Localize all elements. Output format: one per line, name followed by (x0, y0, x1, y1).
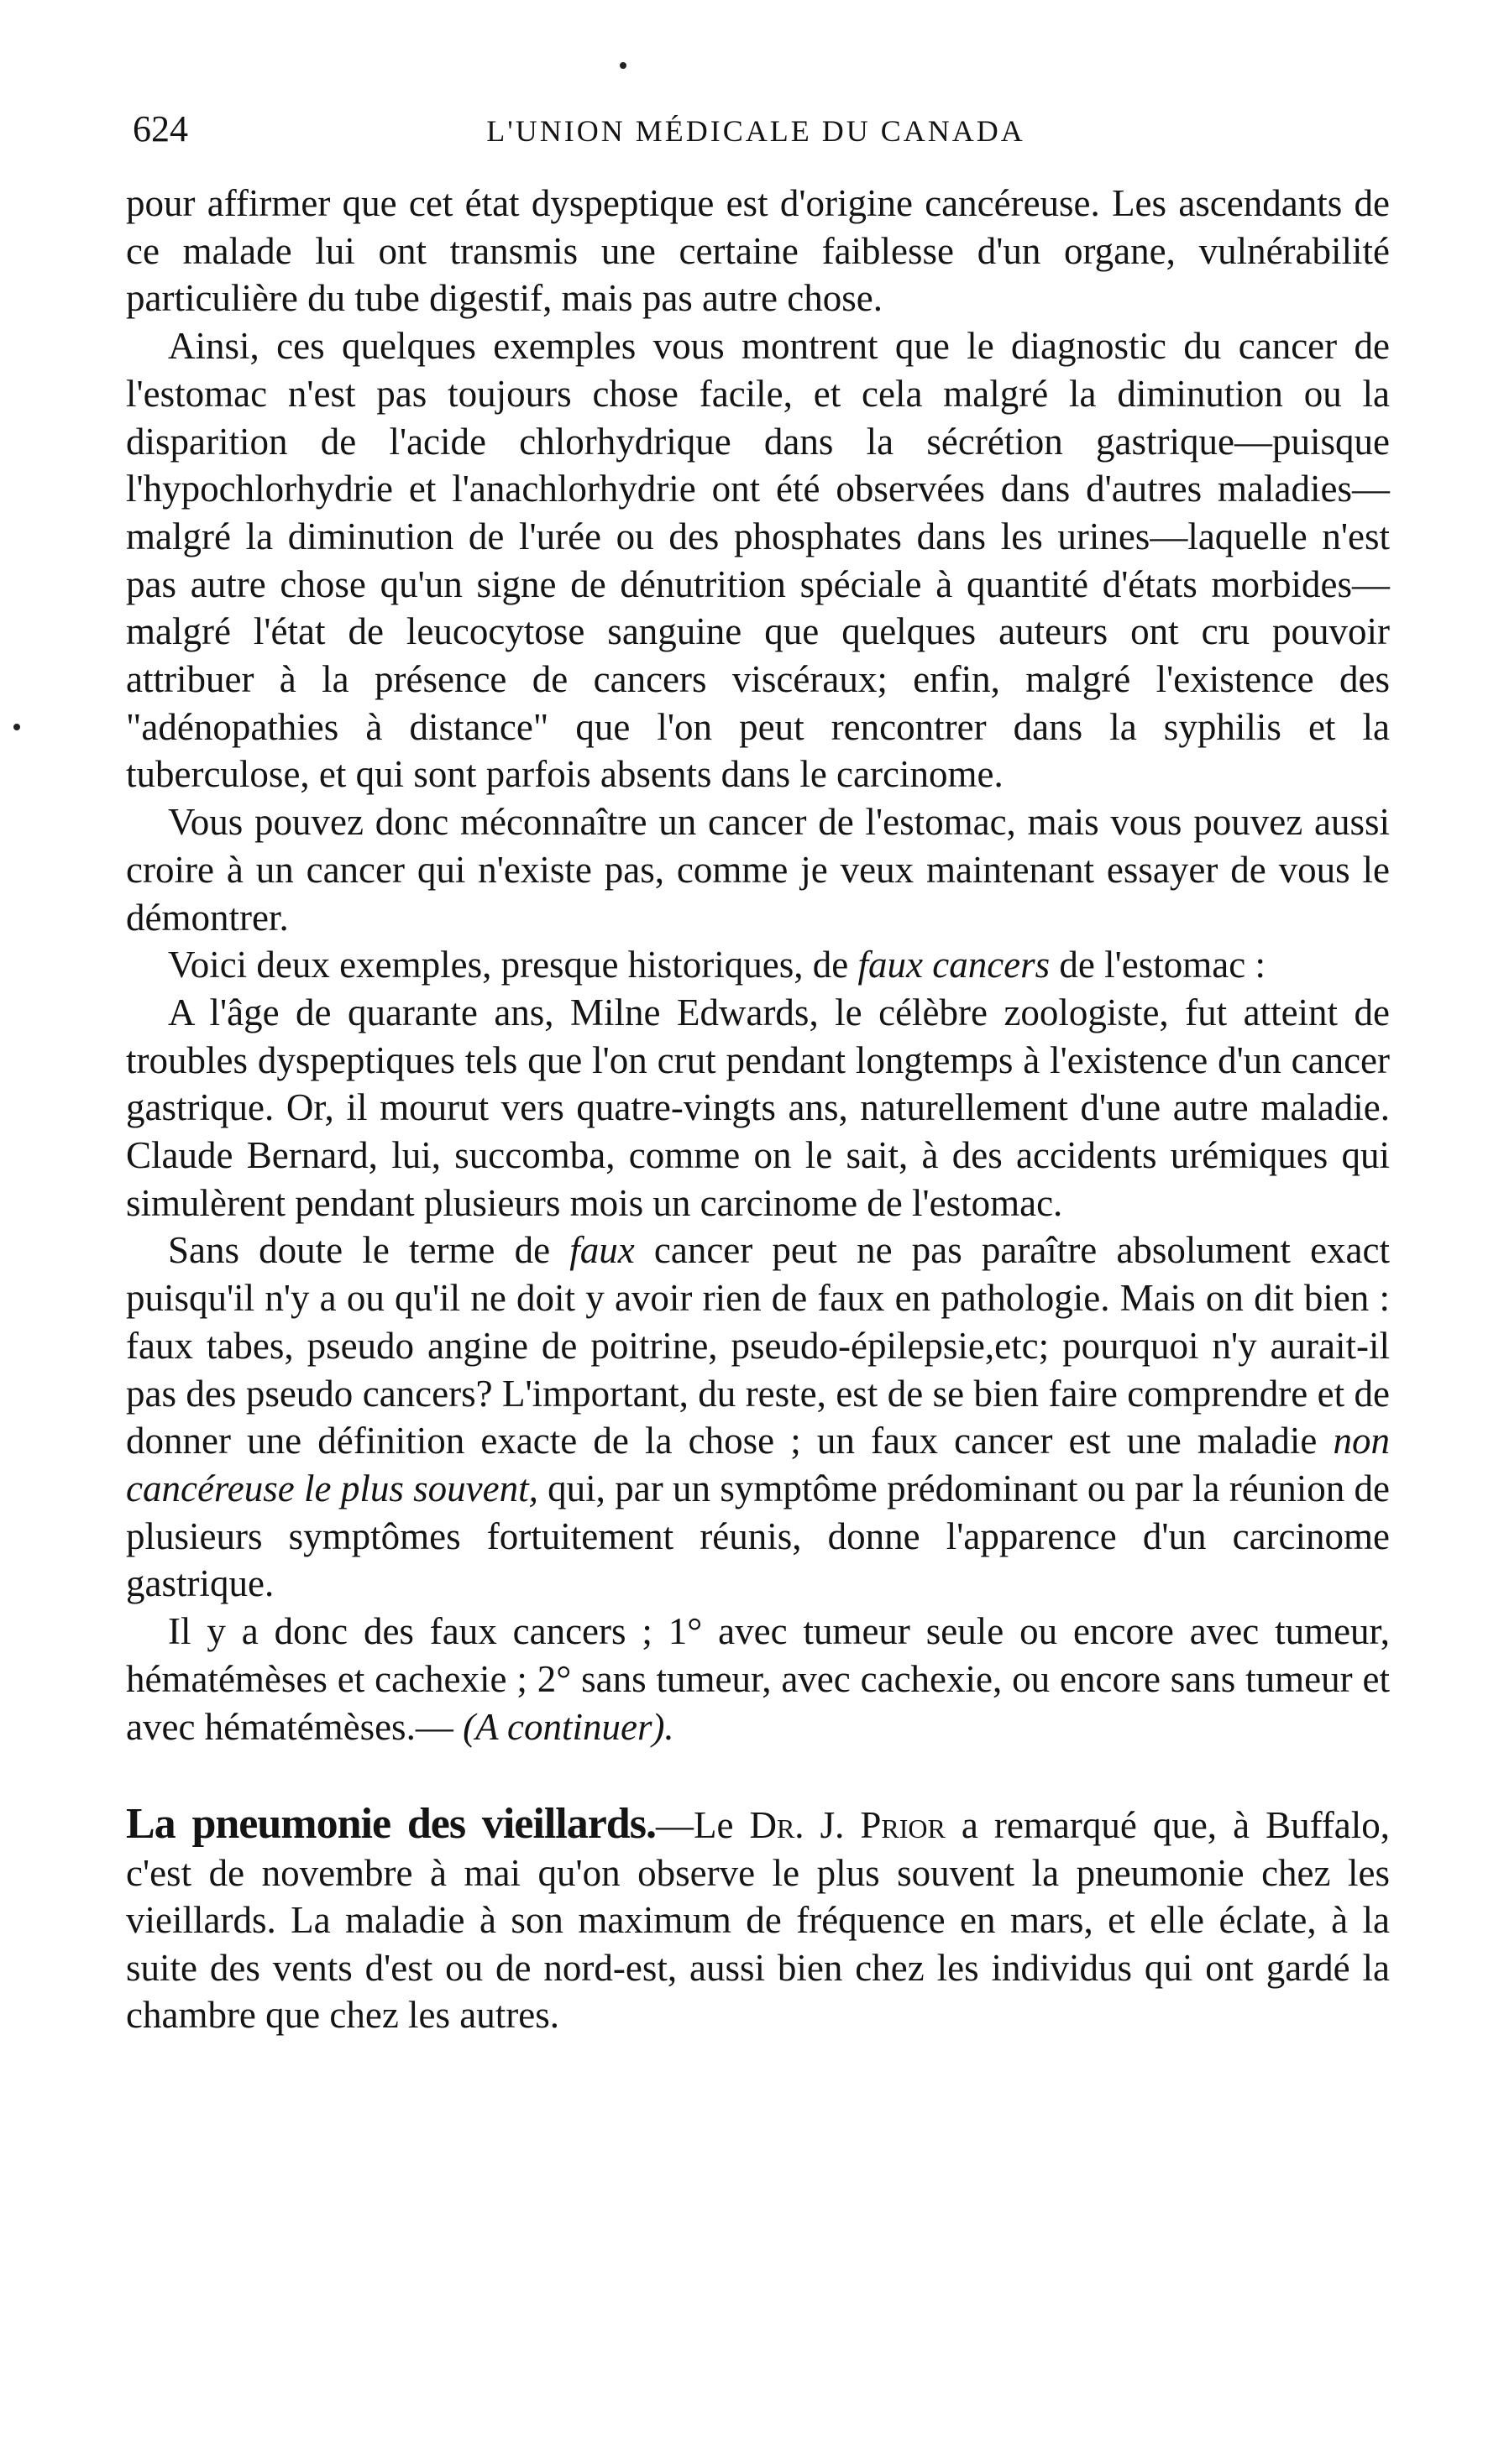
paragraph: A l'âge de quarante ans, Milne Edwards, le célèbre zoologiste, fut atteint de troubles dyspeptiques tels que l'on crut pendant longtemps à l'existence d'un cancer gastrique. Or, il mourut vers quatre-vingts ans, naturellement d'une autre maladie. Claude Bernard, lui, succomba, comme on le sait, à des accidents urémiques qui simulèrent pendant plusieurs mois un carcinome de l'estomac. (126, 991, 1390, 1224)
page-header (126, 104, 1386, 154)
paragraph-text: Sans doute le terme de (168, 1229, 570, 1272)
paragraph: pour affirmer que cet état dyspeptique est d'origine cancéreuse. Les ascendants de ce malade lui ont transmis une certaine faiblesse d'un organe, vulnérabilité particulière du tube digestif, mais pas autre chose. (126, 182, 1390, 320)
emphasis: non cancéreuse le plus souvent, (126, 1420, 1390, 1509)
emphasis: faux (569, 1229, 635, 1272)
paragraph-text: Voici deux exemples, presque historiques, de (168, 944, 858, 986)
paragraph (126, 941, 1390, 989)
news-note (126, 1801, 1390, 2039)
note-author: Dr. J. Prior (749, 1804, 946, 1847)
note-text: a remarqué que, à Buffalo, c'est de novembre à mai qu'on observe le plus souvent la pneumonie chez les vieillards. La maladie à son maximum de fréquence en mars, et elle éclate, à la suite des vents d'est ou de nord-est, aussi bien chez les individus qui ont gardé la chambre que chez les autres. (126, 1804, 1390, 2037)
paragraph: Vous pouvez donc méconnaître un cancer de l'estomac, mais vous pouvez aussi croire à un cancer qui n'existe pas, comme je veux maintenant essayer de vous le démontrer. (126, 801, 1390, 939)
paragraph-text: Il y a donc des faux cancers ; 1° avec tumeur seule ou encore avec tumeur, hématémèses et cachexie ; 2° sans tumeur, avec cachexie, ou encore sans tumeur et avec hématémèses.— (126, 1610, 1390, 1748)
running-title: L'UNION MÉDICALE DU CANADA (486, 114, 1025, 148)
note-title: La pneumonie des vieillards. (126, 1800, 656, 1849)
paragraph-text: cancer peut ne pas paraître absolument exact puisqu'il n'y a ou qu'il ne doit y avoir rien de faux en pathologie. Mais on dit bien : faux tabes, pseudo angine de poitrine, pseudo-épilepsie,etc; pourquoi n'y aurait-il pas des pseudo cancers? L'important, du reste, est de se bien faire comprendre et de donner une définition exacte de la chose ; un faux cancer est une maladie (126, 1229, 1390, 1462)
note-dash: —Le (655, 1804, 750, 1847)
paragraph-text: qui, par un symptôme prédominant ou par la réunion de plusieurs symptômes fortuitement réunis, donne l'apparence d'un carcinome gastrique. (126, 1467, 1390, 1605)
paragraph (126, 1227, 1390, 1608)
paragraph (126, 1608, 1390, 1750)
paragraph: Ainsi, ces quelques exemples vous montrent que le diagnostic du cancer de l'estomac n'est pas toujours chose facile, et cela malgré la diminution ou la disparition de l'acide chlorhydrique dans la sécrétion gastrique—puisque l'hypochlorhydrie et l'anachlorhydrie ont été observées dans d'autres maladies—malgré la diminution de l'urée ou des phosphates dans les urines—laquelle n'est pas autre chose qu'un signe de dénutrition spéciale à quantité d'états morbides—malgré l'état de leucocytose sanguine que quelques auteurs ont cru pouvoir attribuer à la présence de cancers viscéraux; enfin, malgré l'existence des "adénopathies à distance" que l'on peut rencontrer dans la syphilis et la tuberculose, et qui sont parfois absents dans le carcinome. (126, 325, 1390, 796)
ink-speck (13, 724, 20, 730)
paragraph-text: de l'estomac : (1050, 944, 1266, 986)
article-body (126, 180, 1390, 2039)
emphasis: faux cancers (857, 944, 1051, 986)
page-number: 624 (133, 108, 188, 149)
continuation-note: (A continuer). (463, 1705, 674, 1748)
ink-speck (620, 62, 626, 69)
